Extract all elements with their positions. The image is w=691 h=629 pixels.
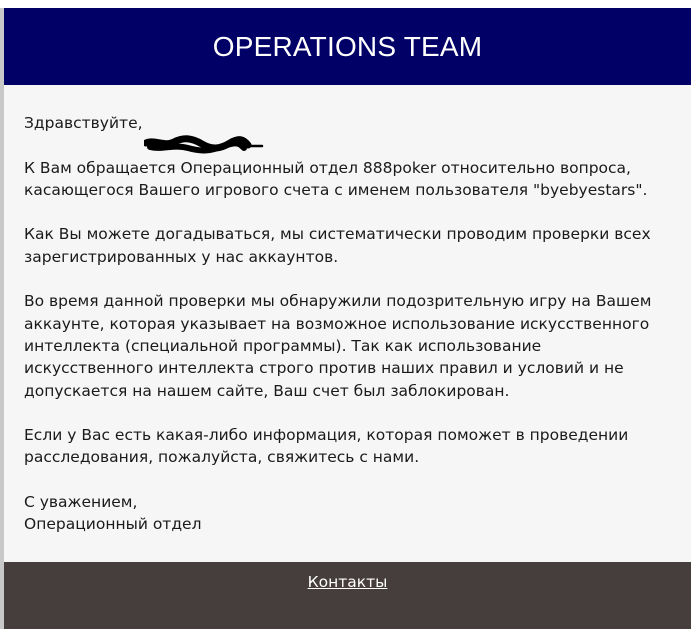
email-body — [4, 85, 691, 562]
signature-block — [24, 491, 691, 536]
paragraph-contact-request: Если у Вас есть какая-либо информация, которая поможет в проведении расследования, пожалуйста, свяжитесь с нами. — [24, 426, 629, 467]
signature-text: Операционный отдел — [24, 515, 202, 534]
email-header — [4, 8, 691, 85]
paragraph-checks: Как Вы можете догадываться, мы систематически проводим проверки всех зарегистрированных у нас аккаунтов. — [24, 225, 651, 266]
greeting-line — [24, 112, 691, 134]
header-title: OPERATIONS TEAM — [212, 30, 483, 62]
greeting-text: Здравствуйте, — [24, 114, 143, 132]
paragraph-suspicion: Во время данной проверки мы обнаружили подозрительную игру на Вашем аккаунте, которая указывает на возможное использование искусственного интеллекта (специальной программы). Так как использование искусственного интеллекта строго против наших правил и условий и не допускается на нашем сайте, Ваш счет был заблокирован. — [24, 292, 652, 400]
redacted-name-scribble — [144, 112, 264, 134]
email-footer — [4, 562, 691, 629]
closing-text: С уважением, — [24, 493, 138, 512]
contacts-link[interactable]: Контакты — [307, 573, 388, 591]
paragraph-intro: К Вам обращается Операционный отдел 888poker относительно вопроса, касающегося Вашего игрового счета с именем пользователя "byebyestars". — [24, 158, 648, 199]
email-container — [4, 8, 691, 629]
